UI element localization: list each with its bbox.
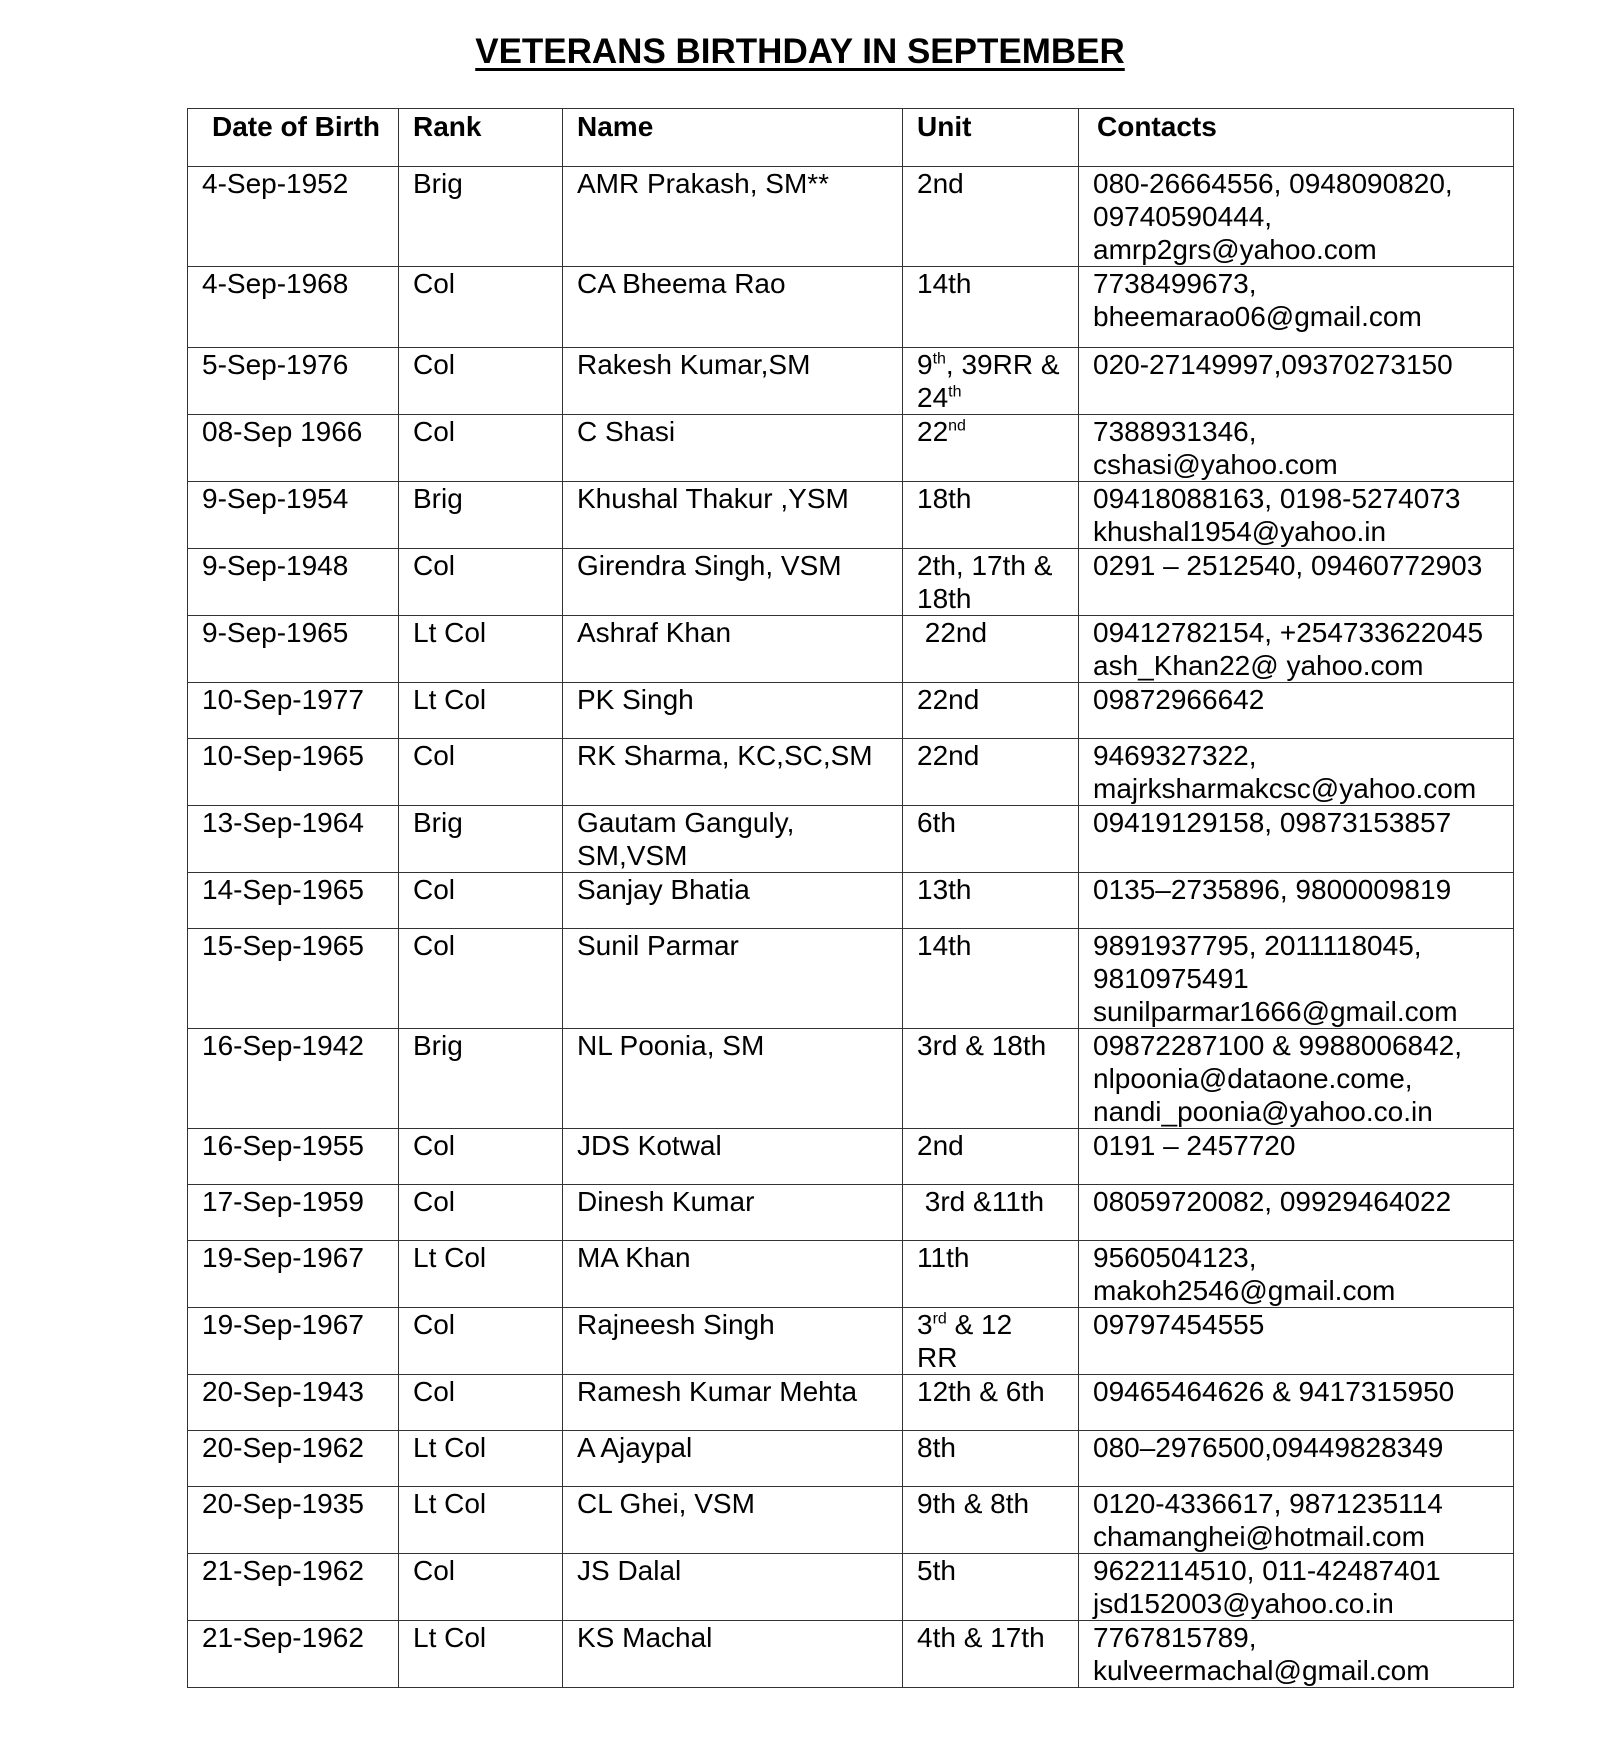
cell-contacts (1079, 1129, 1514, 1185)
cell-unit: 18th (903, 482, 1079, 549)
cell-rank: Brig (399, 1029, 563, 1129)
cell-rank: Col (399, 929, 563, 1029)
contact-line: 9469327322, (1093, 740, 1257, 771)
contact-line: 0291 – 2512540, 09460772903 (1093, 550, 1483, 581)
cell-date-of-birth: 17-Sep-1959 (188, 1185, 399, 1241)
table-row (188, 267, 1514, 348)
contact-line: 09419129158, 09873153857 (1093, 807, 1452, 838)
contact-line: 09412782154, +254733622045 (1093, 617, 1484, 648)
contact-line: 0191 – 2457720 (1093, 1130, 1296, 1161)
cell-name: KS Machal (563, 1621, 903, 1688)
cell-unit: 22nd (903, 739, 1079, 806)
table-row (188, 1487, 1514, 1554)
cell-name: JS Dalal (563, 1554, 903, 1621)
cell-contacts (1079, 616, 1514, 683)
contact-line: sunilparmar1666@gmail.com (1093, 996, 1458, 1027)
cell-unit: 14th (903, 267, 1079, 348)
table-row (188, 683, 1514, 739)
contact-line: 09418088163, 0198-5274073 (1093, 483, 1461, 514)
contact-line: 020-27149997,09370273150 (1093, 349, 1453, 380)
cell-date-of-birth: 9-Sep-1954 (188, 482, 399, 549)
table-row (188, 1129, 1514, 1185)
table-row (188, 1375, 1514, 1431)
cell-date-of-birth: 13-Sep-1964 (188, 806, 399, 873)
contact-line: bheemarao06@gmail.com (1093, 301, 1422, 332)
cell-name: JDS Kotwal (563, 1129, 903, 1185)
contact-line: kulveermachal@gmail.com (1093, 1655, 1430, 1686)
table-row (188, 1621, 1514, 1688)
cell-unit-line: RR (917, 1342, 958, 1373)
cell-contacts (1079, 1487, 1514, 1554)
contact-line: makoh2546@gmail.com (1093, 1275, 1396, 1306)
cell-name: Rakesh Kumar,SM (563, 348, 903, 415)
cell-rank: Col (399, 1375, 563, 1431)
cell-name: Khushal Thakur ,YSM (563, 482, 903, 549)
header-rank: Rank (399, 109, 563, 167)
page-title: VETERANS BIRTHDAY IN SEPTEMBER (475, 32, 1125, 71)
cell-date-of-birth: 9-Sep-1965 (188, 616, 399, 683)
cell-rank: Brig (399, 482, 563, 549)
contact-line: 0135–2735896, 9800009819 (1093, 874, 1452, 905)
table-row (188, 482, 1514, 549)
cell-contacts (1079, 739, 1514, 806)
cell-unit (903, 348, 1079, 415)
cell-name-line: Gautam Ganguly, (577, 807, 795, 838)
cell-name: MA Khan (563, 1241, 903, 1308)
cell-rank: Col (399, 549, 563, 616)
cell-unit: 8th (903, 1431, 1079, 1487)
cell-rank: Brig (399, 167, 563, 267)
header-date-of-birth: Date of Birth (188, 109, 399, 167)
contact-line: 9891937795, 2011118045, (1093, 930, 1422, 961)
table-row (188, 1241, 1514, 1308)
table-header-row (188, 109, 1514, 167)
contact-line: majrksharmakcsc@yahoo.com (1093, 773, 1477, 804)
cell-date-of-birth: 14-Sep-1965 (188, 873, 399, 929)
cell-date-of-birth: 08-Sep 1966 (188, 415, 399, 482)
contact-line: 08059720082, 09929464022 (1093, 1186, 1452, 1217)
cell-name: Dinesh Kumar (563, 1185, 903, 1241)
table-row (188, 167, 1514, 267)
table-row (188, 1554, 1514, 1621)
contact-line: amrp2grs@yahoo.com (1093, 234, 1377, 265)
cell-unit: 11th (903, 1241, 1079, 1308)
cell-unit: 3rd &11th (903, 1185, 1079, 1241)
cell-rank: Lt Col (399, 1431, 563, 1487)
cell-rank: Lt Col (399, 1487, 563, 1554)
contact-line: 080-26664556, 0948090820, (1093, 168, 1453, 199)
cell-name: Ashraf Khan (563, 616, 903, 683)
cell-unit: 12th & 6th (903, 1375, 1079, 1431)
cell-name: CL Ghei, VSM (563, 1487, 903, 1554)
cell-contacts (1079, 348, 1514, 415)
cell-name: Sunil Parmar (563, 929, 903, 1029)
table-row (188, 873, 1514, 929)
cell-date-of-birth: 20-Sep-1962 (188, 1431, 399, 1487)
table-row (188, 1029, 1514, 1129)
table-row (188, 929, 1514, 1029)
cell-name: Girendra Singh, VSM (563, 549, 903, 616)
ordinal-suffix: rd (932, 1310, 947, 1328)
cell-contacts (1079, 267, 1514, 348)
cell-date-of-birth: 4-Sep-1952 (188, 167, 399, 267)
cell-rank: Lt Col (399, 1241, 563, 1308)
table-row (188, 1431, 1514, 1487)
contact-line: chamanghei@hotmail.com (1093, 1521, 1425, 1552)
cell-rank: Col (399, 1554, 563, 1621)
contact-line: 09797454555 (1093, 1309, 1265, 1340)
contact-line: 0120-4336617, 9871235114 (1093, 1488, 1443, 1519)
cell-name (563, 806, 903, 873)
cell-name: Sanjay Bhatia (563, 873, 903, 929)
cell-name: Ramesh Kumar Mehta (563, 1375, 903, 1431)
cell-date-of-birth: 19-Sep-1967 (188, 1241, 399, 1308)
contact-line: 7738499673, (1093, 268, 1257, 299)
cell-unit: 4th & 17th (903, 1621, 1079, 1688)
ordinal-suffix: th (948, 383, 962, 401)
cell-unit-line: 18th (917, 583, 972, 614)
cell-contacts (1079, 1185, 1514, 1241)
cell-rank: Lt Col (399, 616, 563, 683)
cell-date-of-birth: 10-Sep-1965 (188, 739, 399, 806)
table-row (188, 616, 1514, 683)
cell-date-of-birth: 4-Sep-1968 (188, 267, 399, 348)
cell-unit: 5th (903, 1554, 1079, 1621)
cell-contacts (1079, 549, 1514, 616)
cell-unit-line: 22nd (917, 416, 966, 447)
cell-date-of-birth: 5-Sep-1976 (188, 348, 399, 415)
contact-line: 7767815789, (1093, 1622, 1257, 1653)
cell-name: Rajneesh Singh (563, 1308, 903, 1375)
header-name: Name (563, 109, 903, 167)
cell-unit-line: 9th, 39RR & (917, 349, 1060, 380)
table-row (188, 549, 1514, 616)
cell-contacts (1079, 482, 1514, 549)
cell-name-line: SM,VSM (577, 840, 688, 871)
contact-line: khushal1954@yahoo.in (1093, 516, 1387, 547)
cell-date-of-birth: 20-Sep-1935 (188, 1487, 399, 1554)
cell-name: A Ajaypal (563, 1431, 903, 1487)
cell-contacts (1079, 1621, 1514, 1688)
contact-line: 9810975491 (1093, 963, 1249, 994)
cell-unit (903, 415, 1079, 482)
table-body (188, 167, 1514, 1688)
cell-date-of-birth: 16-Sep-1942 (188, 1029, 399, 1129)
cell-unit: 13th (903, 873, 1079, 929)
cell-unit: 22nd (903, 683, 1079, 739)
cell-contacts (1079, 1431, 1514, 1487)
table-row (188, 1185, 1514, 1241)
contact-line: 9622114510, 011-42487401 (1093, 1555, 1441, 1586)
cell-rank: Lt Col (399, 683, 563, 739)
ordinal-suffix: nd (948, 417, 966, 435)
contact-line: 080–2976500,09449828349 (1093, 1432, 1444, 1463)
contact-line: 09872966642 (1093, 684, 1265, 715)
contact-line: cshasi@yahoo.com (1093, 449, 1338, 480)
cell-contacts (1079, 929, 1514, 1029)
cell-rank: Col (399, 415, 563, 482)
header-contacts: Contacts (1079, 109, 1514, 167)
cell-date-of-birth: 9-Sep-1948 (188, 549, 399, 616)
cell-name: AMR Prakash, SM** (563, 167, 903, 267)
cell-unit: 9th & 8th (903, 1487, 1079, 1554)
contact-line: jsd152003@yahoo.co.in (1093, 1588, 1394, 1619)
contact-line: 09740590444, (1093, 201, 1273, 232)
cell-name: PK Singh (563, 683, 903, 739)
cell-rank: Col (399, 1129, 563, 1185)
cell-unit: 2nd (903, 167, 1079, 267)
cell-unit: 6th (903, 806, 1079, 873)
cell-contacts (1079, 1554, 1514, 1621)
contact-line: 09465464626 & 9417315950 (1093, 1376, 1455, 1407)
veterans-table (187, 108, 1514, 1688)
cell-unit (903, 549, 1079, 616)
cell-name: C Shasi (563, 415, 903, 482)
table-row (188, 806, 1514, 873)
table-row (188, 348, 1514, 415)
cell-rank: Col (399, 267, 563, 348)
cell-date-of-birth: 21-Sep-1962 (188, 1621, 399, 1688)
cell-contacts (1079, 1241, 1514, 1308)
cell-rank: Col (399, 1308, 563, 1375)
cell-rank: Col (399, 873, 563, 929)
cell-unit (903, 1308, 1079, 1375)
cell-unit-line: 2th, 17th & (917, 550, 1053, 581)
contact-line: 7388931346, (1093, 416, 1257, 447)
contact-line: ash_Khan22@ yahoo.com (1093, 650, 1424, 681)
cell-unit: 14th (903, 929, 1079, 1029)
contact-line: 9560504123, (1093, 1242, 1257, 1273)
cell-rank: Brig (399, 806, 563, 873)
cell-name: NL Poonia, SM (563, 1029, 903, 1129)
cell-unit: 3rd & 18th (903, 1029, 1079, 1129)
cell-unit-line: 24th (917, 382, 962, 413)
cell-date-of-birth: 21-Sep-1962 (188, 1554, 399, 1621)
table-row (188, 739, 1514, 806)
cell-date-of-birth: 20-Sep-1943 (188, 1375, 399, 1431)
cell-contacts (1079, 415, 1514, 482)
cell-unit: 2nd (903, 1129, 1079, 1185)
header-unit: Unit (903, 109, 1079, 167)
table-row (188, 415, 1514, 482)
cell-contacts (1079, 167, 1514, 267)
cell-rank: Lt Col (399, 1621, 563, 1688)
table-row (188, 1308, 1514, 1375)
cell-rank: Col (399, 348, 563, 415)
contact-line: nlpoonia@dataone.come, (1093, 1063, 1413, 1094)
cell-contacts (1079, 1308, 1514, 1375)
cell-name: RK Sharma, KC,SC,SM (563, 739, 903, 806)
cell-unit-line: 3rd & 12 (917, 1309, 1013, 1340)
cell-contacts (1079, 1375, 1514, 1431)
cell-date-of-birth: 15-Sep-1965 (188, 929, 399, 1029)
cell-contacts (1079, 683, 1514, 739)
ordinal-suffix: th (932, 350, 946, 368)
cell-contacts (1079, 1029, 1514, 1129)
cell-date-of-birth: 19-Sep-1967 (188, 1308, 399, 1375)
cell-name: CA Bheema Rao (563, 267, 903, 348)
cell-date-of-birth: 16-Sep-1955 (188, 1129, 399, 1185)
cell-contacts (1079, 806, 1514, 873)
cell-date-of-birth: 10-Sep-1977 (188, 683, 399, 739)
contact-line: nandi_poonia@yahoo.co.in (1093, 1096, 1433, 1127)
cell-contacts (1079, 873, 1514, 929)
cell-unit: 22nd (903, 616, 1079, 683)
cell-rank: Col (399, 739, 563, 806)
contact-line: 09872287100 & 9988006842, (1093, 1030, 1463, 1061)
cell-rank: Col (399, 1185, 563, 1241)
